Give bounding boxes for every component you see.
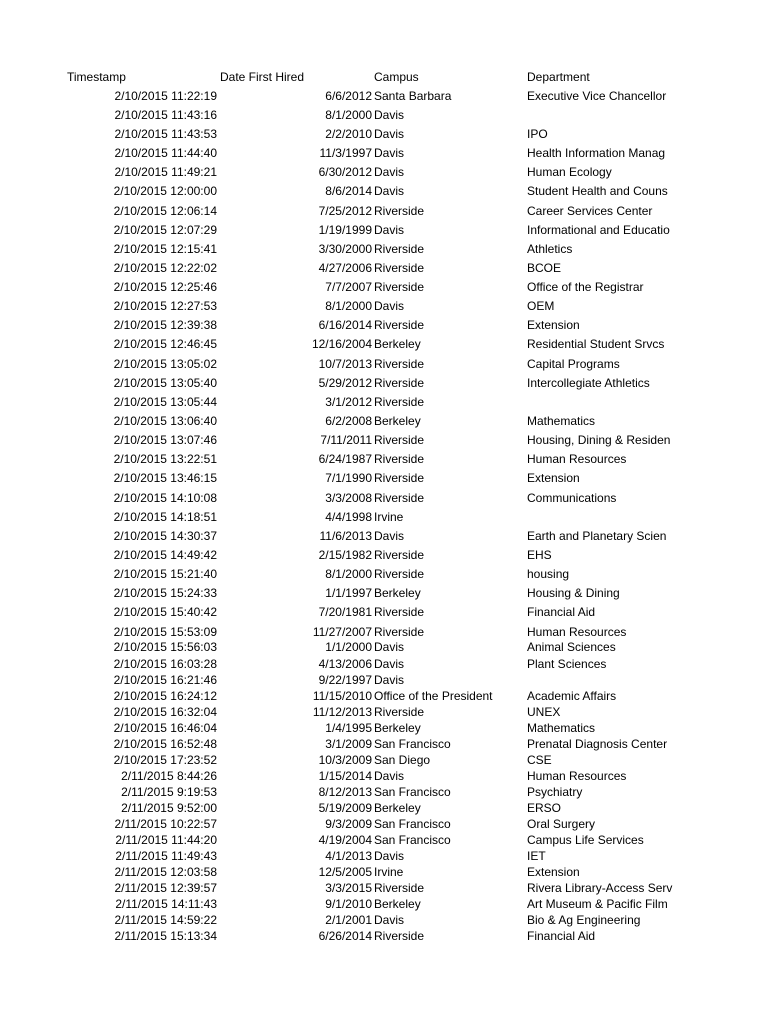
cell-department: housing — [527, 567, 570, 581]
cell-department: OEM — [527, 299, 555, 313]
cell-timestamp: 2/10/2015 11:43:53 — [114, 127, 217, 141]
cell-date-first-hired: 5/29/2012 — [318, 376, 372, 390]
cell-date-first-hired: 3/3/2015 — [325, 881, 372, 895]
cell-campus: Office of the President — [374, 689, 493, 703]
cell-campus: Berkeley — [374, 801, 421, 815]
cell-timestamp: 2/11/2015 11:49:43 — [115, 849, 217, 863]
cell-timestamp: 2/11/2015 9:19:53 — [121, 785, 217, 799]
cell-date-first-hired: 5/19/2009 — [318, 801, 372, 815]
cell-date-first-hired: 1/1/1997 — [325, 586, 372, 600]
cell-department: Intercollegiate Athletics — [527, 376, 650, 390]
cell-timestamp: 2/11/2015 12:39:57 — [114, 881, 217, 895]
cell-campus: Riverside — [374, 452, 425, 466]
cell-timestamp: 2/10/2015 14:18:51 — [113, 510, 217, 524]
cell-department: Art Museum & Pacific Film — [527, 897, 668, 911]
cell-timestamp: 2/11/2015 14:11:43 — [115, 897, 217, 911]
cell-date-first-hired: 2/2/2010 — [325, 127, 372, 141]
cell-timestamp: 2/11/2015 14:59:22 — [114, 913, 217, 927]
cell-department: Human Resources — [527, 452, 627, 466]
cell-department: Extension — [527, 865, 580, 879]
cell-date-first-hired: 8/12/2013 — [318, 785, 372, 799]
cell-timestamp: 2/10/2015 11:43:16 — [114, 108, 217, 122]
cell-date-first-hired: 9/3/2009 — [325, 817, 372, 831]
cell-timestamp: 2/10/2015 11:22:19 — [114, 89, 217, 103]
cell-date-first-hired: 6/2/2008 — [325, 414, 372, 428]
cell-timestamp: 2/10/2015 12:00:00 — [113, 184, 217, 198]
cell-timestamp: 2/10/2015 12:46:45 — [113, 337, 217, 351]
cell-date-first-hired: 4/27/2006 — [318, 261, 372, 275]
header-date-first-hired: Date First Hired — [220, 70, 305, 84]
cell-date-first-hired: 6/24/1987 — [318, 452, 372, 466]
cell-campus: Berkeley — [374, 337, 421, 351]
header-campus: Campus — [374, 70, 419, 84]
cell-date-first-hired: 7/20/1981 — [318, 605, 372, 619]
cell-campus: Davis — [374, 223, 405, 237]
cell-campus: Riverside — [374, 242, 425, 256]
cell-timestamp: 2/10/2015 13:07:46 — [113, 433, 217, 447]
cell-timestamp: 2/10/2015 13:05:40 — [113, 376, 217, 390]
cell-timestamp: 2/10/2015 16:52:48 — [113, 737, 217, 751]
cell-date-first-hired: 2/1/2001 — [325, 913, 372, 927]
cell-campus: Riverside — [374, 929, 425, 943]
cell-campus: Riverside — [374, 705, 425, 719]
cell-timestamp: 2/10/2015 13:05:02 — [113, 357, 217, 371]
cell-timestamp: 2/10/2015 15:21:40 — [113, 567, 217, 581]
cell-campus: Riverside — [374, 318, 425, 332]
cell-timestamp: 2/10/2015 12:07:29 — [113, 223, 217, 237]
cell-department: Athletics — [527, 242, 573, 256]
cell-timestamp: 2/10/2015 14:30:37 — [113, 529, 217, 543]
cell-campus: Riverside — [374, 204, 425, 218]
cell-date-first-hired: 9/22/1997 — [318, 673, 372, 687]
cell-campus: Santa Barbara — [374, 89, 452, 103]
cell-department: Prenatal Diagnosis Center — [527, 737, 668, 751]
cell-timestamp: 2/10/2015 14:49:42 — [113, 548, 217, 562]
cell-date-first-hired: 3/30/2000 — [318, 242, 372, 256]
cell-date-first-hired: 10/3/2009 — [318, 753, 372, 767]
cell-department: Bio & Ag Engineering — [527, 913, 641, 927]
cell-timestamp: 2/10/2015 15:40:42 — [113, 605, 217, 619]
cell-date-first-hired: 3/1/2009 — [325, 737, 372, 751]
cell-date-first-hired: 7/25/2012 — [318, 204, 372, 218]
cell-timestamp: 2/11/2015 15:13:34 — [114, 929, 217, 943]
cell-campus: Riverside — [374, 605, 425, 619]
cell-campus: Davis — [374, 640, 405, 654]
cell-campus: Riverside — [374, 567, 425, 581]
header-timestamp: Timestamp — [67, 70, 126, 84]
cell-date-first-hired: 7/7/2007 — [325, 280, 372, 294]
cell-timestamp: 2/11/2015 10:22:57 — [114, 817, 217, 831]
cell-date-first-hired: 6/30/2012 — [318, 165, 372, 179]
cell-timestamp: 2/10/2015 12:39:38 — [113, 318, 217, 332]
cell-campus: Riverside — [374, 395, 425, 409]
cell-campus: San Francisco — [374, 737, 451, 751]
cell-campus: Davis — [374, 108, 405, 122]
cell-campus: Davis — [374, 529, 405, 543]
cell-campus: San Francisco — [374, 833, 451, 847]
cell-timestamp: 2/10/2015 16:24:12 — [113, 689, 217, 703]
cell-department: Capital Programs — [527, 357, 620, 371]
cell-date-first-hired: 8/1/2000 — [325, 299, 372, 313]
cell-campus: Davis — [374, 849, 405, 863]
cell-department: UNEX — [527, 705, 561, 719]
cell-date-first-hired: 8/1/2000 — [325, 108, 372, 122]
cell-timestamp: 2/10/2015 11:44:40 — [114, 146, 217, 160]
cell-timestamp: 2/10/2015 15:24:33 — [113, 586, 217, 600]
cell-campus: Davis — [374, 657, 405, 671]
cell-date-first-hired: 4/1/2013 — [325, 849, 372, 863]
cell-campus: Davis — [374, 146, 405, 160]
cell-campus: Riverside — [374, 471, 425, 485]
cell-department: Extension — [527, 318, 580, 332]
cell-campus: Riverside — [374, 491, 425, 505]
cell-date-first-hired: 7/11/2011 — [320, 433, 372, 447]
cell-department: BCOE — [527, 261, 562, 275]
cell-date-first-hired: 6/26/2014 — [318, 929, 372, 943]
cell-campus: Berkeley — [374, 414, 421, 428]
cell-department: Rivera Library-Access Serv — [527, 881, 673, 895]
cell-date-first-hired: 11/6/2013 — [319, 529, 372, 543]
cell-department: Oral Surgery — [527, 817, 596, 831]
cell-timestamp: 2/11/2015 11:44:20 — [115, 833, 217, 847]
cell-date-first-hired: 12/16/2004 — [311, 337, 372, 351]
cell-timestamp: 2/10/2015 14:10:08 — [113, 491, 217, 505]
cell-timestamp: 2/10/2015 11:49:21 — [114, 165, 217, 179]
cell-date-first-hired: 3/3/2008 — [325, 491, 372, 505]
cell-date-first-hired: 9/1/2010 — [325, 897, 372, 911]
cell-department: Psychiatry — [527, 785, 583, 799]
cell-date-first-hired: 4/19/2004 — [318, 833, 372, 847]
cell-campus: Riverside — [374, 357, 425, 371]
cell-date-first-hired: 12/5/2005 — [318, 865, 372, 879]
cell-date-first-hired: 1/4/1995 — [325, 721, 372, 735]
cell-department: IET — [527, 849, 546, 863]
cell-department: Financial Aid — [527, 605, 596, 619]
cell-date-first-hired: 11/27/2007 — [312, 625, 372, 639]
cell-campus: San Francisco — [374, 817, 451, 831]
cell-date-first-hired: 1/15/2014 — [318, 769, 372, 783]
cell-timestamp: 2/11/2015 8:44:26 — [121, 769, 217, 783]
cell-date-first-hired: 8/6/2014 — [325, 184, 372, 198]
cell-campus: Davis — [374, 673, 405, 687]
cell-department: Office of the Registrar — [527, 280, 644, 294]
cell-timestamp: 2/10/2015 13:22:51 — [113, 452, 217, 466]
cell-department: Plant Sciences — [527, 657, 607, 671]
cell-timestamp: 2/10/2015 16:32:04 — [113, 705, 217, 719]
cell-campus: Riverside — [374, 433, 425, 447]
cell-department: Residential Student Srvcs — [527, 337, 665, 351]
cell-department: Animal Sciences — [527, 640, 616, 654]
cell-timestamp: 2/10/2015 13:46:15 — [113, 471, 217, 485]
cell-campus: Riverside — [374, 280, 425, 294]
cell-date-first-hired: 6/16/2014 — [318, 318, 372, 332]
cell-timestamp: 2/10/2015 12:06:14 — [113, 204, 217, 218]
cell-department: Campus Life Services — [527, 833, 644, 847]
cell-timestamp: 2/10/2015 12:15:41 — [113, 242, 217, 256]
cell-department: Health Information Manag — [527, 146, 666, 160]
cell-date-first-hired: 2/15/1982 — [318, 548, 372, 562]
cell-department: IPO — [527, 127, 548, 141]
cell-date-first-hired: 6/6/2012 — [325, 89, 372, 103]
cell-department: Extension — [527, 471, 580, 485]
cell-campus: Davis — [374, 913, 405, 927]
cell-date-first-hired: 8/1/2000 — [325, 567, 372, 581]
cell-timestamp: 2/10/2015 15:53:09 — [113, 625, 217, 639]
cell-timestamp: 2/10/2015 16:03:28 — [113, 657, 217, 671]
cell-department: Financial Aid — [527, 929, 596, 943]
cell-department: Housing & Dining — [527, 586, 620, 600]
cell-date-first-hired: 4/4/1998 — [325, 510, 372, 524]
cell-date-first-hired: 4/13/2006 — [318, 657, 372, 671]
cell-date-first-hired: 11/15/2010 — [312, 689, 372, 703]
cell-department: CSE — [527, 753, 552, 767]
cell-date-first-hired: 11/3/1997 — [319, 146, 372, 160]
cell-campus: Riverside — [374, 548, 425, 562]
cell-timestamp: 2/10/2015 12:25:46 — [113, 280, 217, 294]
cell-timestamp: 2/11/2015 12:03:58 — [114, 865, 217, 879]
cell-timestamp: 2/10/2015 12:22:02 — [113, 261, 217, 275]
cell-campus: Berkeley — [374, 586, 421, 600]
header-department: Department — [527, 70, 590, 84]
cell-date-first-hired: 10/7/2013 — [318, 357, 372, 371]
cell-campus: San Diego — [374, 753, 431, 767]
cell-campus: Berkeley — [374, 721, 421, 735]
cell-timestamp: 2/10/2015 12:27:53 — [113, 299, 217, 313]
cell-department: Housing, Dining & Residen — [527, 433, 671, 447]
cell-date-first-hired: 1/19/1999 — [318, 223, 372, 237]
cell-timestamp: 2/11/2015 9:52:00 — [121, 801, 217, 815]
cell-department: EHS — [527, 548, 552, 562]
cell-campus: Davis — [374, 299, 405, 313]
cell-department: Executive Vice Chancellor — [527, 89, 667, 103]
cell-department: Mathematics — [527, 414, 596, 428]
cell-department: Career Services Center — [527, 204, 653, 218]
cell-department: Human Resources — [527, 625, 627, 639]
cell-campus: Riverside — [374, 881, 425, 895]
cell-timestamp: 2/10/2015 13:05:44 — [113, 395, 217, 409]
cell-campus: Davis — [374, 184, 405, 198]
cell-timestamp: 2/10/2015 17:23:52 — [113, 753, 217, 767]
cell-campus: Berkeley — [374, 897, 421, 911]
cell-timestamp: 2/10/2015 16:21:46 — [113, 673, 217, 687]
cell-campus: San Francisco — [374, 785, 451, 799]
cell-department: ERSO — [527, 801, 562, 815]
cell-campus: Irvine — [374, 510, 404, 524]
cell-timestamp: 2/10/2015 15:56:03 — [113, 640, 217, 654]
cell-date-first-hired: 3/1/2012 — [325, 395, 372, 409]
cell-department: Communications — [527, 491, 617, 505]
cell-department: Human Resources — [527, 769, 627, 783]
cell-department: Earth and Planetary Scien — [527, 529, 667, 543]
cell-date-first-hired: 7/1/1990 — [325, 471, 372, 485]
cell-campus: Riverside — [374, 376, 425, 390]
cell-timestamp: 2/10/2015 13:06:40 — [113, 414, 217, 428]
cell-department: Informational and Educatio — [527, 223, 670, 237]
cell-department: Human Ecology — [527, 165, 612, 179]
cell-campus: Riverside — [374, 261, 425, 275]
cell-department: Student Health and Couns — [527, 184, 668, 198]
cell-date-first-hired: 1/1/2000 — [325, 640, 372, 654]
cell-campus: Davis — [374, 165, 405, 179]
cell-campus: Davis — [374, 769, 405, 783]
cell-campus: Davis — [374, 127, 405, 141]
cell-department: Academic Affairs — [527, 689, 617, 703]
cell-campus: Riverside — [374, 625, 425, 639]
cell-timestamp: 2/10/2015 16:46:04 — [113, 721, 217, 735]
cell-campus: Irvine — [374, 865, 404, 879]
cell-date-first-hired: 11/12/2013 — [312, 705, 372, 719]
cell-department: Mathematics — [527, 721, 596, 735]
